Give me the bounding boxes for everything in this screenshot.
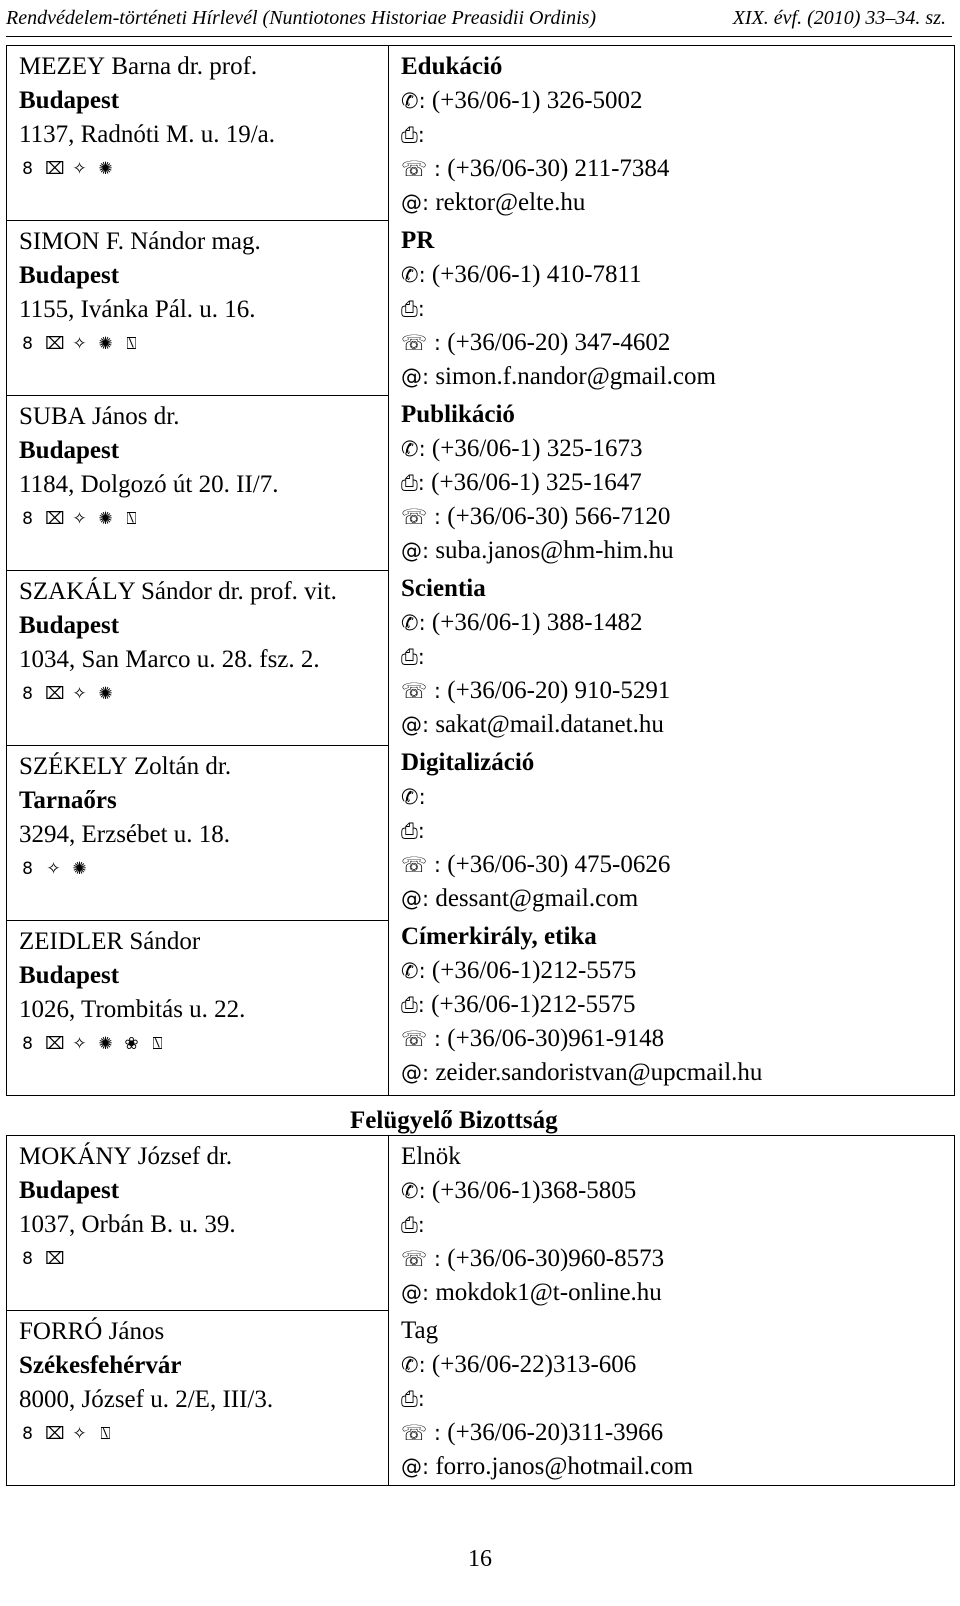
member-address: 1137, Radnóti M. u. 19/a. — [19, 121, 276, 148]
mobile-line — [401, 1022, 954, 1056]
surname-initial: F — [19, 1318, 33, 1345]
contact-entry — [389, 1136, 954, 1310]
member-address: 1026, Trombitás u. 22. — [19, 996, 246, 1023]
email-label: @: — [401, 191, 430, 215]
member-city: Székesfehérvár — [19, 1352, 182, 1379]
phone-symbol-icon: 8 — [22, 1248, 33, 1269]
given-name: János dr. — [85, 403, 180, 430]
phone-label: ✆: — [401, 959, 426, 983]
phone-value: (+36/06-1) 325-1673 — [431, 435, 643, 462]
issue-info: XIX. évf. (2010) 33–34. sz. — [732, 7, 946, 29]
given-name: Sándor dr. prof. vit. — [134, 578, 337, 605]
member-city: Budapest — [19, 612, 120, 639]
phone-value: (+36/06-22)313-606 — [431, 1351, 637, 1378]
phone-value: (+36/06-1)212-5575 — [431, 957, 637, 984]
email-line — [401, 1450, 954, 1484]
fax-symbol-icon: ⌧ — [45, 1423, 65, 1444]
surname-initial: S — [19, 578, 33, 605]
email-symbol-icon: ✺ — [72, 858, 87, 879]
surname-rest: EZEY — [41, 53, 106, 80]
member-address: 8000, József u. 2/E, III/3. — [19, 1386, 274, 1413]
surname-rest: OKÁNY — [41, 1143, 132, 1170]
pager-symbol-icon: ⍂ — [152, 1033, 163, 1054]
member-city: Budapest — [19, 262, 120, 289]
contact-role: Címerkirály, etika — [401, 923, 597, 950]
mobile-symbol-icon: ✧ — [72, 158, 87, 179]
contact-entry — [389, 46, 954, 220]
phone-line — [401, 606, 954, 640]
member-entry — [7, 1311, 388, 1485]
email-value: forro.janos@hotmail.com — [435, 1453, 694, 1480]
member-address: 1155, Ivánka Pál. u. 16. — [19, 296, 256, 323]
email-line — [401, 708, 954, 742]
member-address: 3294, Erzsébet u. 18. — [19, 821, 231, 848]
mobile-value: (+36/06-30)960-8573 — [447, 1245, 665, 1272]
running-header — [6, 0, 952, 37]
phone-symbol-icon: 8 — [22, 858, 33, 879]
email-symbol-icon: ✺ — [98, 158, 113, 179]
email-label: @: — [401, 1061, 430, 1085]
pager-symbol-icon: ⍂ — [126, 508, 137, 529]
email-label: @: — [401, 539, 430, 563]
contact-symbols — [19, 1242, 388, 1276]
contact-entry — [389, 394, 954, 568]
phone-label: ✆: — [401, 1353, 426, 1377]
fax-label: ⎙: — [401, 1387, 425, 1411]
email-value: dessant@gmail.com — [435, 885, 639, 912]
mobile-label: ☏ : — [401, 1421, 442, 1445]
given-name: József dr. — [131, 1143, 233, 1170]
member-entry — [7, 396, 388, 570]
member-entry — [7, 46, 388, 220]
contacts-column — [389, 46, 955, 1096]
contact-entry — [389, 220, 954, 394]
contact-role: Edukáció — [401, 53, 503, 80]
given-name: Zoltán dr. — [127, 753, 232, 780]
phone-symbol-icon: 8 — [22, 508, 33, 529]
mobile-line — [401, 500, 954, 534]
email-label: @: — [401, 365, 430, 389]
pager-symbol-icon: ⍂ — [126, 333, 137, 354]
email-label: @: — [401, 887, 430, 911]
mobile-label: ☏ : — [401, 505, 442, 529]
mobile-value: (+36/06-30) 211-7384 — [447, 155, 670, 182]
member-entry — [7, 921, 388, 1095]
fax-line — [401, 292, 954, 326]
phone-label: ✆: — [401, 785, 426, 809]
email-value: mokdok1@t-online.hu — [435, 1279, 662, 1306]
fax-label: ⎙: — [401, 993, 425, 1017]
fax-value: (+36/06-1)212-5575 — [431, 991, 636, 1018]
fax-symbol-icon: ⌧ — [45, 1033, 65, 1054]
email-line — [401, 1276, 954, 1310]
mobile-symbol-icon: ✧ — [72, 508, 87, 529]
mobile-value: (+36/06-30) 475-0626 — [447, 851, 671, 878]
supervisory-board-table — [6, 1135, 955, 1486]
email-line — [401, 534, 954, 568]
mobile-label: ☏ : — [401, 679, 442, 703]
surname-initial: M — [19, 1143, 42, 1170]
fax-line — [401, 118, 954, 152]
fax-label: ⎙: — [401, 1213, 425, 1237]
surname-initial: S — [19, 403, 33, 430]
given-name: Sándor — [123, 928, 201, 955]
board-members-table — [6, 45, 955, 1096]
fax-symbol-icon: ⌧ — [45, 158, 65, 179]
mobile-label: ☏ : — [401, 1027, 442, 1051]
mobile-symbol-icon: ✧ — [72, 1033, 87, 1054]
fax-label: ⎙: — [401, 123, 425, 147]
surname-rest: ZÉKELY — [32, 753, 128, 780]
member-name — [19, 50, 388, 84]
mobile-symbol-icon: ✧ — [72, 333, 87, 354]
member-city: Budapest — [19, 437, 120, 464]
fax-symbol-icon: ⌧ — [45, 508, 65, 529]
pager-symbol-icon: ⍂ — [100, 1423, 111, 1444]
phone-line — [401, 432, 954, 466]
phone-value: (+36/06-1) 410-7811 — [431, 261, 642, 288]
given-name: F. Nándor mag. — [99, 228, 261, 255]
surname-rest: UBA — [32, 403, 86, 430]
member-city: Budapest — [19, 962, 120, 989]
web-symbol-icon: ❀ — [124, 1033, 139, 1054]
member-name — [19, 1140, 388, 1174]
mobile-line — [401, 152, 954, 186]
surname-initial: Z — [19, 928, 35, 955]
mobile-line — [401, 848, 954, 882]
contact-role: Scientia — [401, 575, 486, 602]
contact-entry — [389, 1310, 954, 1484]
fax-label: ⎙: — [401, 819, 425, 843]
fax-line — [401, 1382, 954, 1416]
phone-symbol-icon: 8 — [22, 1423, 33, 1444]
email-symbol-icon: ✺ — [98, 1033, 113, 1054]
contact-role: Tag — [401, 1317, 439, 1344]
contact-entry — [389, 568, 954, 742]
phone-symbol-icon: 8 — [22, 683, 33, 704]
fax-line — [401, 814, 954, 848]
mobile-symbol-icon: ✧ — [46, 858, 61, 879]
phone-line — [401, 954, 954, 988]
contact-symbols — [19, 502, 388, 536]
fax-symbol-icon: ⌧ — [45, 683, 65, 704]
surname-initial: M — [19, 53, 42, 80]
email-value: simon.f.nandor@gmail.com — [435, 363, 716, 390]
phone-symbol-icon: 8 — [22, 333, 33, 354]
fax-line — [401, 988, 954, 1022]
phone-label: ✆: — [401, 611, 426, 635]
fax-line — [401, 640, 954, 674]
journal-title: Rendvédelem-történeti Hírlevél (Nuntiotones Historiae Preasidii Ordinis) — [6, 7, 597, 29]
mobile-line — [401, 326, 954, 360]
mobile-symbol-icon: ✧ — [72, 683, 87, 704]
phone-symbol-icon: 8 — [22, 158, 33, 179]
phone-value: (+36/06-1) 388-1482 — [431, 609, 643, 636]
phone-line — [401, 780, 954, 814]
contact-role: Digitalizáció — [401, 749, 535, 776]
email-label: @: — [401, 1281, 430, 1305]
surname-initial: S — [19, 228, 33, 255]
page-number: 16 — [468, 1546, 492, 1572]
member-name — [19, 750, 388, 784]
fax-line — [401, 466, 954, 500]
member-name — [19, 225, 388, 259]
contact-entry — [389, 742, 954, 916]
phone-line — [401, 1174, 954, 1208]
contact-symbols — [19, 677, 388, 711]
member-address: 1184, Dolgozó út 20. II/7. — [19, 471, 279, 498]
contact-symbols — [19, 152, 388, 186]
email-line — [401, 882, 954, 916]
mobile-label: ☏ : — [401, 853, 442, 877]
members-column — [7, 1136, 389, 1486]
fax-line — [401, 1208, 954, 1242]
contact-symbols — [19, 327, 388, 361]
member-name — [19, 575, 388, 609]
mobile-line — [401, 674, 954, 708]
phone-label: ✆: — [401, 89, 426, 113]
phone-symbol-icon: 8 — [22, 1033, 33, 1054]
mobile-value: (+36/06-20)311-3966 — [447, 1419, 664, 1446]
member-name — [19, 1315, 388, 1349]
phone-label: ✆: — [401, 1179, 426, 1203]
member-entry — [7, 571, 388, 745]
mobile-value: (+36/06-30) 566-7120 — [447, 503, 671, 530]
email-symbol-icon: ✺ — [98, 683, 113, 704]
mobile-line — [401, 1242, 954, 1276]
phone-value: (+36/06-1)368-5805 — [431, 1177, 637, 1204]
email-symbol-icon: ✺ — [98, 508, 113, 529]
fax-label: ⎙: — [401, 645, 425, 669]
email-line — [401, 186, 954, 220]
email-label: @: — [401, 713, 430, 737]
mobile-label: ☏ : — [401, 157, 442, 181]
fax-value: (+36/06-1) 325-1647 — [431, 469, 642, 496]
email-value: sakat@mail.datanet.hu — [435, 711, 664, 738]
email-value: zeider.sandoristvan@upcmail.hu — [435, 1059, 763, 1086]
member-name — [19, 925, 388, 959]
contact-symbols — [19, 1417, 388, 1451]
surname-tail: Y — [117, 578, 135, 605]
contact-entry — [389, 916, 954, 1090]
mobile-value: (+36/06-30)961-9148 — [447, 1025, 665, 1052]
contact-role: Elnök — [401, 1143, 461, 1170]
member-address: 1037, Orbán B. u. 39. — [19, 1211, 236, 1238]
mobile-label: ☏ : — [401, 1247, 442, 1271]
contact-role: PR — [401, 227, 435, 254]
phone-label: ✆: — [401, 437, 426, 461]
surname-rest: IMON — [32, 228, 100, 255]
phone-line — [401, 258, 954, 292]
surname-rest: EIDLER — [34, 928, 124, 955]
member-name — [19, 400, 388, 434]
member-entry — [7, 746, 388, 920]
member-city: Tarnaőrs — [19, 787, 117, 814]
surname-initial: S — [19, 753, 33, 780]
phone-line — [401, 84, 954, 118]
phone-label: ✆: — [401, 263, 426, 287]
email-line — [401, 360, 954, 394]
mobile-value: (+36/06-20) 347-4602 — [447, 329, 671, 356]
fax-symbol-icon: ⌧ — [45, 333, 65, 354]
mobile-value: (+36/06-20) 910-5291 — [447, 677, 671, 704]
email-label: @: — [401, 1455, 430, 1479]
mobile-symbol-icon: ✧ — [72, 1423, 87, 1444]
email-value: suba.janos@hm-him.hu — [435, 537, 674, 564]
contact-symbols — [19, 1027, 388, 1061]
member-city: Budapest — [19, 87, 120, 114]
fax-label: ⎙: — [401, 471, 425, 495]
surname-rest: ORRÓ — [32, 1318, 103, 1345]
surname-rest: ZAKÁL — [32, 578, 118, 605]
mobile-line — [401, 1416, 954, 1450]
supervisory-board-title: Felügyelő Bizottság — [350, 1107, 558, 1134]
contact-symbols — [19, 852, 388, 886]
member-city: Budapest — [19, 1177, 120, 1204]
phone-line — [401, 1348, 954, 1382]
mobile-label: ☏ : — [401, 331, 442, 355]
fax-symbol-icon: ⌧ — [45, 1248, 65, 1269]
given-name: János — [102, 1318, 165, 1345]
contacts-column — [389, 1136, 955, 1486]
email-line — [401, 1056, 954, 1090]
member-address: 1034, San Marco u. 28. fsz. 2. — [19, 646, 320, 673]
email-value: rektor@elte.hu — [435, 189, 586, 216]
email-symbol-icon: ✺ — [98, 333, 113, 354]
members-column — [7, 46, 389, 1096]
phone-value: (+36/06-1) 326-5002 — [431, 87, 643, 114]
member-entry — [7, 1136, 388, 1310]
contact-role: Publikáció — [401, 401, 515, 428]
fax-label: ⎙: — [401, 297, 425, 321]
given-name: Barna dr. prof. — [105, 53, 258, 80]
member-entry — [7, 221, 388, 395]
